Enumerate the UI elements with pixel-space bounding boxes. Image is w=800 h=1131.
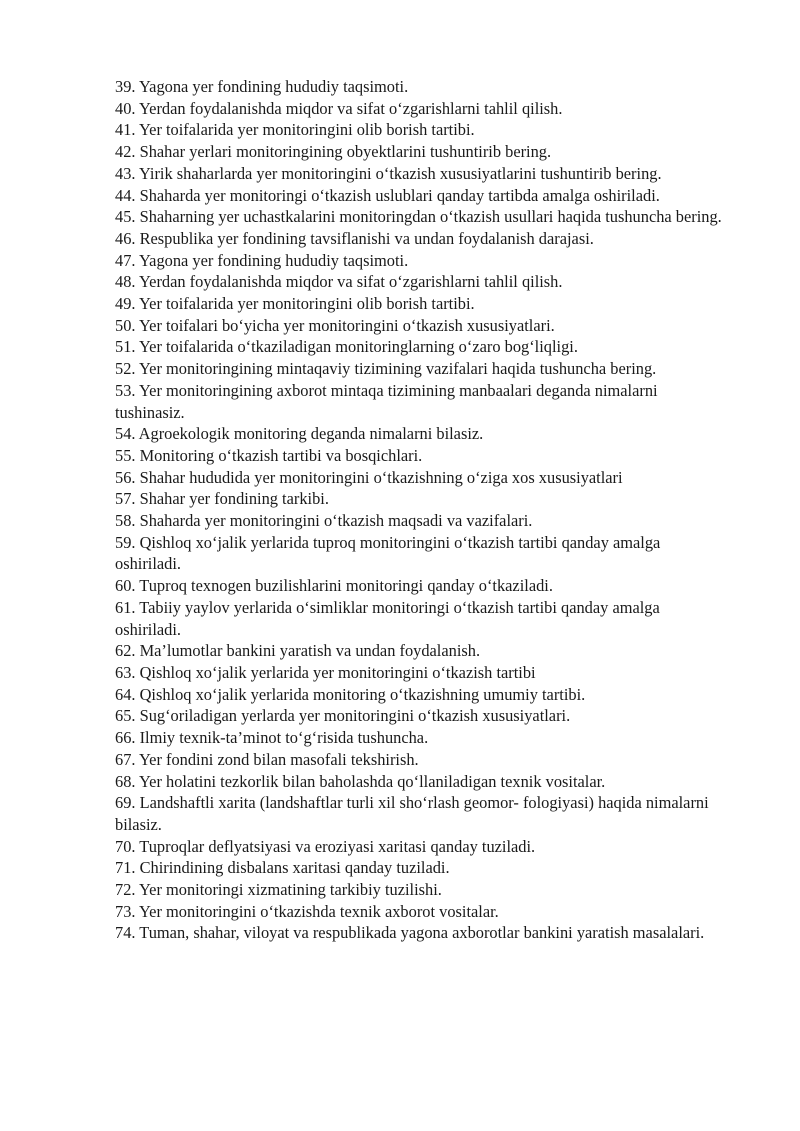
document-page bbox=[115, 76, 725, 944]
list-item: 63. Qishloq xo‘jalik yerlarida yer monitoringini o‘tkazish tartibi bbox=[115, 662, 536, 682]
list-item: 46. Respublika yer fondining tavsiflanishi va undan foydalanish darajasi. bbox=[115, 228, 594, 248]
list-item: 54. Agroekologik monitoring deganda nimalarni bilasiz. bbox=[115, 424, 484, 444]
list-item: 56. Shahar hududida yer monitoringini o‘tkazishning o‘ziga xos xususiyatlari bbox=[115, 467, 623, 487]
list-item: 47. Yagona yer fondining hududiy taqsimoti. bbox=[115, 250, 409, 270]
list-item: 41. Yer toifalarida yer monitoringini olib borish tartibi. bbox=[115, 120, 475, 140]
list-item: 68. Yer holatini tezkorlik bilan baholashda qo‘llaniladigan texnik vositalar. bbox=[115, 771, 606, 791]
list-item: 66. Ilmiy texnik-ta’minot to‘g‘risida tushuncha. bbox=[115, 728, 429, 748]
list-item: 52. Yer monitoringining mintaqaviy tizimining vazifalari haqida tushuncha bering. bbox=[115, 359, 657, 379]
list-item: 57. Shahar yer fondining tarkibi. bbox=[115, 489, 329, 509]
list-item: 50. Yer toifalari bo‘yicha yer monitoringini o‘tkazish xususiyatlari. bbox=[115, 315, 555, 335]
list-item: 58. Shaharda yer monitoringini o‘tkazish maqsadi va vazifalari. bbox=[115, 511, 533, 531]
list-item: 62. Ma’lumotlar bankini yaratish va undan foydalanish. bbox=[115, 641, 481, 661]
list-item: 48. Yerdan foydalanishda miqdor va sifat o‘zgarishlarni tahlil qilish. bbox=[115, 272, 563, 292]
list-item: 71. Chirindining disbalans xaritasi qanday tuziladi. bbox=[115, 858, 450, 878]
list-item: 70. Tuproqlar deflyatsiyasi va eroziyasi xaritasi qanday tuziladi. bbox=[115, 836, 536, 856]
list-item: 53. Yer monitoringining axborot mintaqa tizimining manbaalari deganda nimalarni tushinasiz. bbox=[115, 380, 658, 422]
list-item: 51. Yer toifalarida o‘tkaziladigan monitoringlarning o‘zaro bog‘liqligi. bbox=[115, 337, 578, 357]
list-item: 60. Tuproq texnogen buzilishlarini monitoringi qanday o‘tkaziladi. bbox=[115, 576, 553, 596]
list-item: 40. Yerdan foydalanishda miqdor va sifat o‘zgarishlarni tahlil qilish. bbox=[115, 98, 563, 118]
list-item: 49. Yer toifalarida yer monitoringini olib borish tartibi. bbox=[115, 294, 475, 314]
list-item: 42. Shahar yerlari monitoringining obyektlarini tushuntirib bering. bbox=[115, 142, 552, 162]
list-item: 74. Tuman, shahar, viloyat va respublikada yagona axborotlar bankini yaratish masalalari. bbox=[115, 923, 705, 943]
list-item: 67. Yer fondini zond bilan masofali tekshirish. bbox=[115, 749, 419, 769]
list-item: 69. Landshaftli xarita (landshaftlar turli xil sho‘rlash geomor- fologiyasi) haqida nimalarni bilasiz. bbox=[115, 793, 709, 834]
list-item: 43. Yirik shaharlarda yer monitoringini o‘tkazish xususiyatlarini tushuntirib bering. bbox=[115, 163, 662, 183]
list-item: 39. Yagona yer fondining hududiy taqsimoti. bbox=[115, 77, 409, 96]
list-item: 45. Shaharning yer uchastkalarini monitoringdan o‘tkazish usullari haqida tushuncha bering. bbox=[115, 207, 722, 227]
list-item: 61. Tabiiy yaylov yerlarida o‘simliklar monitoringi o‘tkazish tartibi qanday amalga oshiriladi. bbox=[115, 597, 660, 639]
list-item: 44. Shaharda yer monitoringi o‘tkazish uslublari qanday tartibda amalga oshiriladi. bbox=[115, 185, 660, 205]
list-item: 72. Yer monitoringi xizmatining tarkibiy tuzilishi. bbox=[115, 880, 442, 900]
list-item: 65. Sug‘oriladigan yerlarda yer monitoringini o‘tkazish xususiyatlari. bbox=[115, 706, 571, 726]
list-item: 55. Monitoring o‘tkazish tartibi va bosqichlari. bbox=[115, 445, 423, 465]
question-list bbox=[115, 76, 725, 944]
list-item: 64. Qishloq xo‘jalik yerlarida monitoring o‘tkazishning umumiy tartibi. bbox=[115, 684, 586, 704]
list-item: 59. Qishloq xo‘jalik yerlarida tuproq monitoringini o‘tkazish tartibi qanday amalga oshiriladi. bbox=[115, 532, 661, 574]
list-item: 73. Yer monitoringini o‘tkazishda texnik axborot vositalar. bbox=[115, 901, 499, 921]
